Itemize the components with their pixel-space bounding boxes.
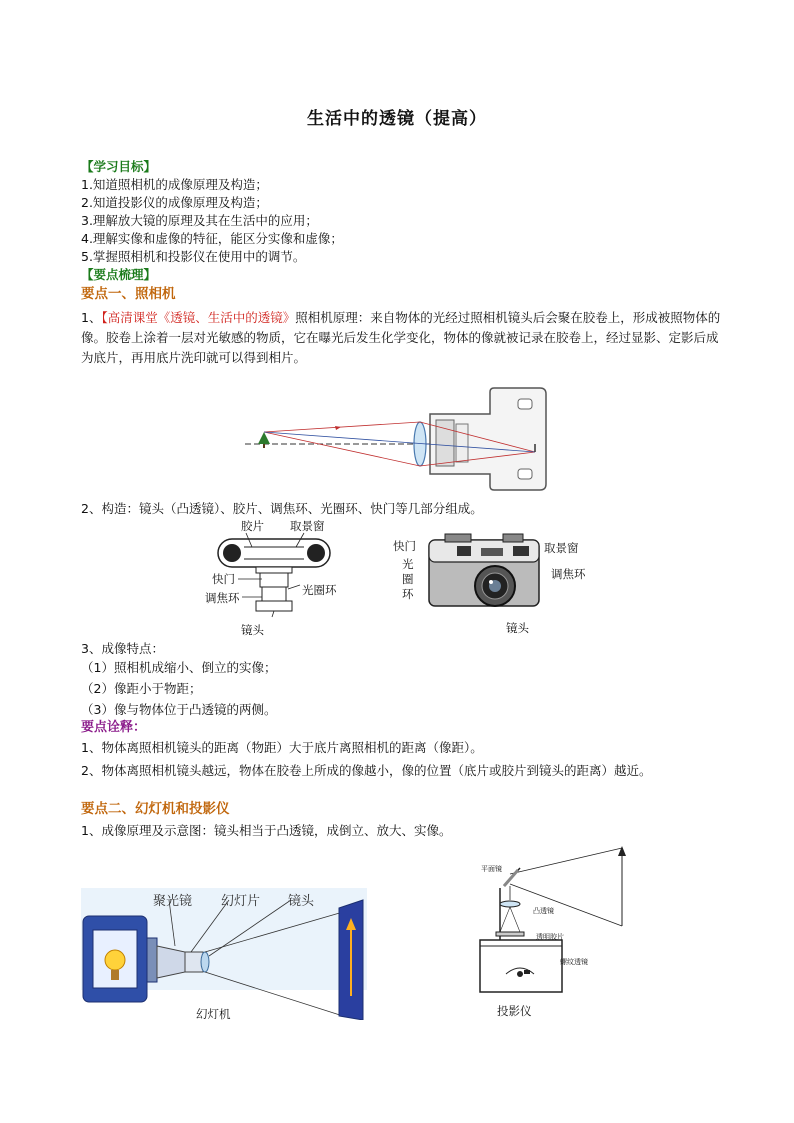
label-plane-mirror: 平面镜 (481, 865, 502, 873)
feature-item: （2）像距小于物距； (81, 681, 202, 696)
photo-label-focus-ring: 调焦环 (551, 567, 586, 581)
goal-item: 3.理解放大镜的原理及其在生活中的应用； (81, 213, 318, 228)
section1-heading: 要点一、照相机 (81, 286, 176, 302)
label-shutter: 快门 (212, 572, 235, 586)
camera-photo (425, 530, 545, 612)
section1-paragraph3: 3、成像特点： (81, 641, 164, 656)
label-fresnel-lens: 螺纹透镜 (560, 958, 588, 966)
label-slide: 幻灯片 (221, 894, 261, 909)
photo-label-aperture: 光 (402, 557, 414, 571)
feature-item: （1）照相机成缩小、倒立的实像； (81, 660, 277, 675)
section1-paragraph1 (81, 308, 721, 368)
section1-paragraph2: 2、构造：镜头（凸透镜）、胶片、调焦环、光圈环、快门等几部分组成。 (81, 501, 483, 516)
lecture-link[interactable]: 【高清课堂《透镜、生活中的透镜》 (101, 310, 296, 325)
label-projection-lens: 镜头 (288, 894, 315, 909)
note-item: 1、物体离照相机镜头的距离（物距）大于底片离照相机的距离（像距）。 (81, 740, 483, 755)
label-focus-ring: 调焦环 (205, 591, 240, 605)
photo-label-aperture: 圈 (402, 572, 414, 586)
goal-item: 4.理解实像和虚像的特征，能区分实像和虚像； (81, 231, 343, 246)
photo-label-lens: 镜头 (506, 621, 529, 635)
camera-ray-diagram (240, 386, 560, 498)
feature-item: （3）像与物体位于凸透镜的两侧。 (81, 702, 277, 717)
paragraph-number: 1、 (81, 310, 102, 325)
goals-heading: 【学习目标】 (81, 159, 157, 174)
note-item: 2、物体离照相机镜头越远，物体在胶卷上所成的像越小，像的位置（底片或胶片到镜头的距离）越近。 (81, 763, 652, 778)
label-convex-lens: 凸透镜 (533, 907, 554, 915)
label-film: 胶片 (241, 519, 264, 533)
goal-item: 1.知道照相机的成像原理及构造； (81, 177, 268, 192)
page-title: 生活中的透镜（提高） (307, 109, 487, 129)
label-condenser: 聚光镜 (153, 894, 193, 909)
photo-label-viewfinder: 取景窗 (544, 541, 579, 555)
goal-item: 2.知道投影仪的成像原理及构造； (81, 195, 268, 210)
keypoints-heading: 【要点梳理】 (81, 267, 157, 282)
label-transparent-film: 透明胶片 (536, 933, 564, 941)
label-lens: 镜头 (241, 623, 264, 637)
label-viewfinder: 取景窗 (290, 519, 325, 533)
notes-heading: 要点诠释： (81, 720, 147, 735)
section2-heading: 要点二、幻灯机和投影仪 (81, 801, 230, 817)
section2-paragraph1: 1、成像原理及示意图：镜头相当于凸透镜，成倒立、放大、实像。 (81, 823, 452, 838)
slide-projector-caption: 幻灯机 (196, 1007, 231, 1021)
label-aperture: 光圈环 (302, 583, 337, 597)
overhead-projector-caption: 投影仪 (497, 1004, 532, 1018)
goal-item: 5.掌握照相机和投影仪在使用中的调节。 (81, 249, 306, 264)
paragraph-text: 照相机原理：来自物体的光经过照相机镜头后会聚在胶卷上，形成被照物体的像。胶卷上涂着一层对光敏感的物质，它在曝光后发生化学变化，物体的像就被记录在胶卷上，经过显影、定影后成为底片，再用底片洗印就可以得到相片。 (81, 310, 721, 365)
photo-label-aperture: 环 (402, 587, 414, 601)
photo-label-shutter: 快门 (393, 539, 416, 553)
